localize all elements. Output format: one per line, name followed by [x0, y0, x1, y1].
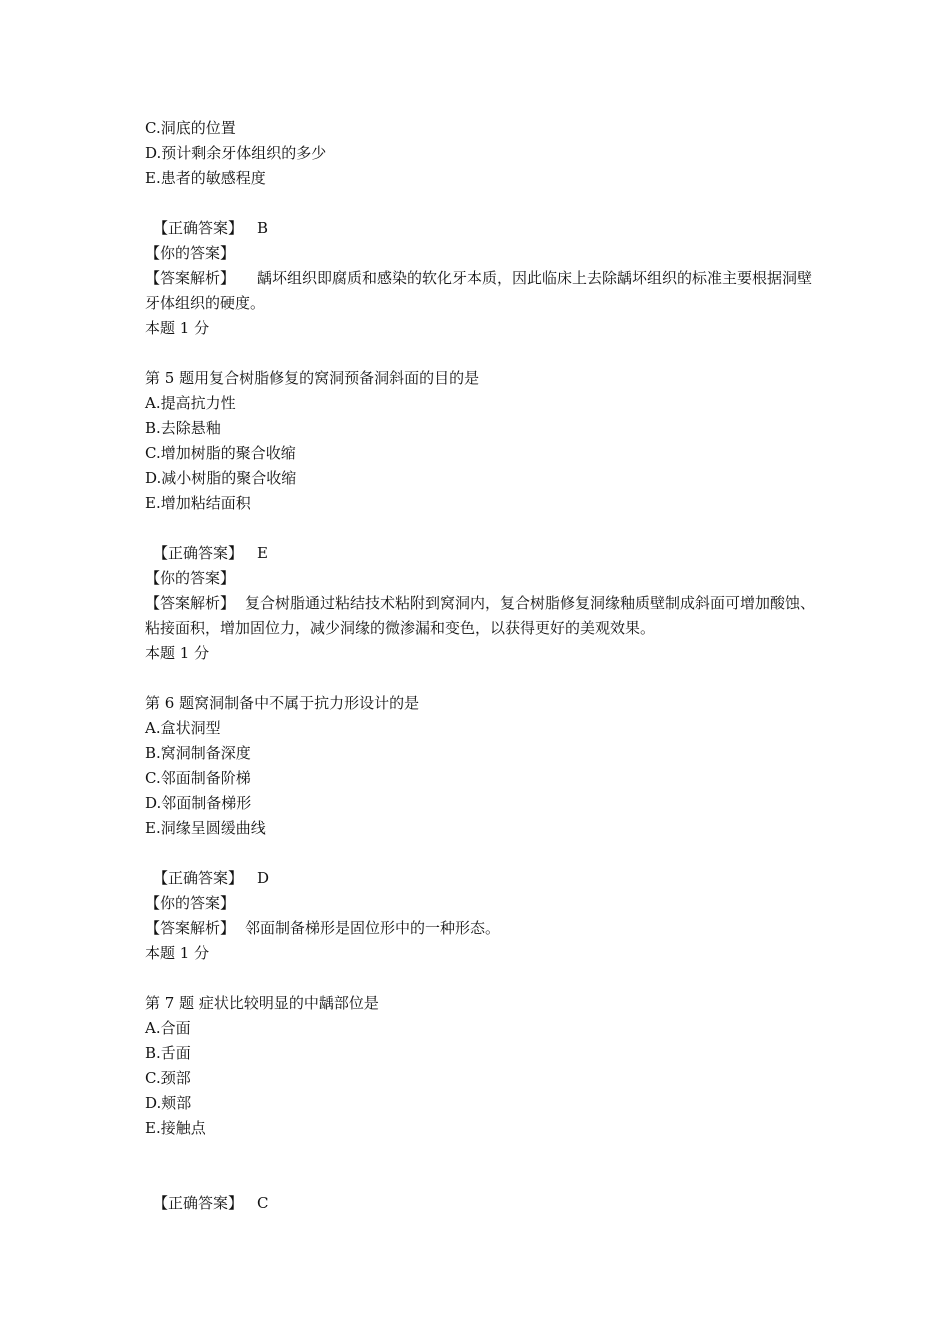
question-5: 第 5 题用复合树脂修复的窝洞预备洞斜面的目的是: [145, 369, 480, 387]
question-6: 第 6 题窝洞制备中不属于抗力形设计的是: [145, 694, 420, 712]
answer-analysis: [145, 916, 825, 941]
score: 本题 1 分: [145, 644, 210, 662]
your-answer: 【你的答案】: [145, 569, 236, 587]
analysis-text: 复合树脂通过粘结技术粘附到窝洞内，复合树脂修复洞缘釉质壁制成斜面可增加酸蚀、粘接面积，增加固位力，减少洞缘的微渗漏和变色，以获得更好的美观效果。: [145, 594, 816, 637]
correct-answer: [145, 216, 825, 241]
option-e: E.洞缘呈圆缓曲线: [145, 819, 266, 837]
option-a: A.合面: [145, 1019, 191, 1037]
score: 本题 1 分: [145, 944, 210, 962]
option-b: B.舌面: [145, 1044, 191, 1062]
option-c: C.颈部: [145, 1069, 191, 1087]
option-d: D.预计剩余牙体组织的多少: [145, 144, 327, 162]
option-e: E.患者的敏感程度: [145, 169, 266, 187]
document-page: [145, 116, 825, 1216]
correct-answer-value: C: [257, 1194, 269, 1212]
analysis-label: 【答案解析】: [145, 269, 236, 287]
option-b: B.窝洞制备深度: [145, 744, 251, 762]
correct-answer-value: B: [257, 219, 269, 237]
correct-answer-value: E: [257, 544, 268, 562]
correct-answer: [145, 866, 825, 891]
correct-answer-label: 【正确答案】: [153, 1194, 244, 1212]
your-answer: 【你的答案】: [145, 244, 236, 262]
option-e: E.接触点: [145, 1119, 206, 1137]
option-a: A.提高抗力性: [145, 394, 236, 412]
correct-answer: [145, 541, 825, 566]
analysis-text: 邻面制备梯形是固位形中的一种形态。: [245, 919, 501, 937]
correct-answer-value: D: [257, 869, 270, 887]
correct-answer-label: 【正确答案】: [153, 544, 244, 562]
correct-answer-label: 【正确答案】: [153, 869, 244, 887]
your-answer: 【你的答案】: [145, 894, 236, 912]
option-a: A.盒状洞型: [145, 719, 221, 737]
option-c: C.增加树脂的聚合收缩: [145, 444, 296, 462]
analysis-label: 【答案解析】: [145, 594, 236, 612]
option-b: B.去除悬釉: [145, 419, 221, 437]
answer-analysis: [145, 591, 825, 641]
option-d: D.邻面制备梯形: [145, 794, 252, 812]
answer-analysis: [145, 266, 825, 316]
option-c: C.邻面制备阶梯: [145, 769, 251, 787]
option-d: D.减小树脂的聚合收缩: [145, 469, 297, 487]
option-e: E.增加粘结面积: [145, 494, 251, 512]
analysis-label: 【答案解析】: [145, 919, 236, 937]
option-d: D.颊部: [145, 1094, 192, 1112]
score: 本题 1 分: [145, 319, 210, 337]
correct-answer-label: 【正确答案】: [153, 219, 244, 237]
option-c: C.洞底的位置: [145, 119, 236, 137]
question-7: 第 7 题 症状比较明显的中龋部位是: [145, 994, 379, 1012]
correct-answer: [145, 1191, 825, 1216]
analysis-text: 龋坏组织即腐质和感染的软化牙本质，因此临床上去除龋坏组织的标准主要根据洞壁牙体组织的硬度。: [145, 269, 813, 312]
